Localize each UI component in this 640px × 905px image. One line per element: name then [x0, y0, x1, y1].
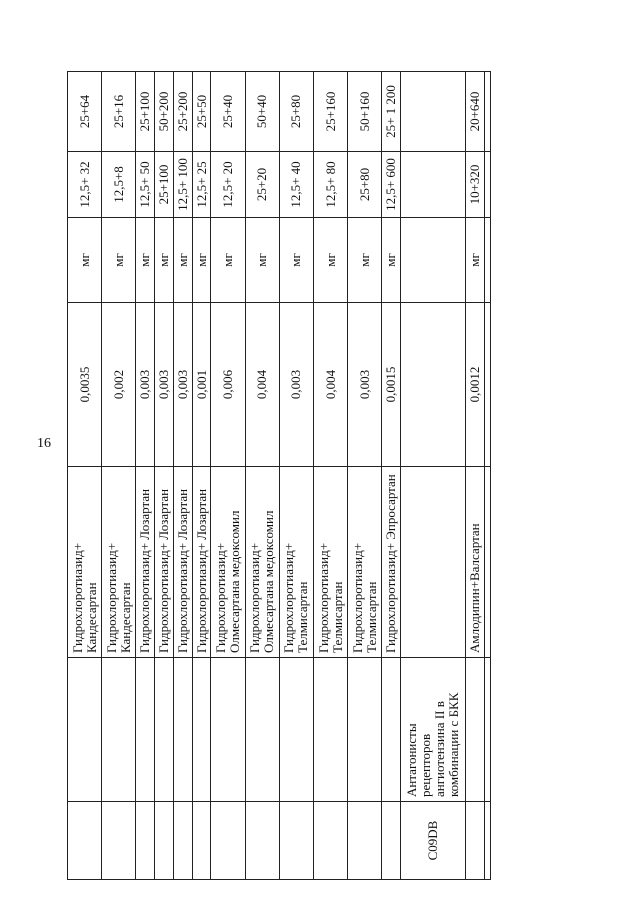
dose2-cell: 25+ 1 200 — [382, 72, 401, 152]
group-name-cell — [173, 658, 192, 802]
empty-cell — [401, 72, 466, 152]
group-code-cell — [279, 802, 313, 880]
group-name-cell — [245, 658, 279, 802]
substance-cell: Гидрохлоротиазид+ Лозартан — [192, 467, 211, 658]
dose1-cell: 12,5+ 100 — [173, 152, 192, 218]
group-code-cell — [192, 802, 211, 880]
group-name-cell — [192, 658, 211, 802]
value-cell: 0,003 — [279, 303, 313, 467]
group-code-cell — [313, 802, 347, 880]
dose2-cell: 25+80 — [279, 72, 313, 152]
unit-cell: мг — [68, 218, 102, 303]
group-name: Антагонисты рецепторов ангиотензина II в комбинации с БКК — [401, 658, 466, 802]
empty-cell — [485, 658, 491, 802]
unit-cell: мг — [466, 218, 485, 303]
unit-cell: мг — [348, 218, 382, 303]
dose1-cell: 12,5+8 — [102, 152, 136, 218]
dose2-cell: 20+640 — [466, 72, 485, 152]
table-row — [245, 72, 279, 880]
group-code-cell — [382, 802, 401, 880]
group-name-cell — [68, 658, 102, 802]
empty-cell — [485, 303, 491, 467]
group-code-cell — [245, 802, 279, 880]
empty-cell — [485, 152, 491, 218]
substance-cell: Гидрохлоротиазид+ Эпросартан — [382, 467, 401, 658]
substance-cell: Гидрохлоротиазид+ Телмисартан — [279, 467, 313, 658]
table-row — [466, 72, 485, 880]
empty-cell — [485, 218, 491, 303]
unit-cell: мг — [313, 218, 347, 303]
empty-cell — [401, 303, 466, 467]
value-cell: 0,0015 — [382, 303, 401, 467]
unit-cell: мг — [173, 218, 192, 303]
group-name-cell — [279, 658, 313, 802]
empty-cell — [401, 218, 466, 303]
table-row — [313, 72, 347, 880]
table-row — [348, 72, 382, 880]
unit-cell: мг — [102, 218, 136, 303]
dose2-cell: 25+64 — [68, 72, 102, 152]
dose1-cell: 12,5+ 50 — [136, 152, 155, 218]
table-row — [211, 72, 245, 880]
dose1-cell: 12,5+ 80 — [313, 152, 347, 218]
dose2-cell: 25+100 — [136, 72, 155, 152]
table-row — [192, 72, 211, 880]
group-code-cell — [136, 802, 155, 880]
dose1-cell: 25+80 — [348, 152, 382, 218]
group-name-cell — [136, 658, 155, 802]
table-row — [155, 72, 174, 880]
substance-cell: Гидрохлоротиазид+ Кандесартан — [102, 467, 136, 658]
group-code-cell — [102, 802, 136, 880]
group-name-cell — [102, 658, 136, 802]
value-cell: 0,006 — [211, 303, 245, 467]
dose1-cell: 12,5+ 32 — [68, 152, 102, 218]
substance-cell: Гидрохлоротиазид+ Телмисартан — [313, 467, 347, 658]
dose1-cell: 12,5+ 600 — [382, 152, 401, 218]
value-cell: 0,003 — [173, 303, 192, 467]
unit-cell: мг — [155, 218, 174, 303]
unit-cell: мг — [192, 218, 211, 303]
value-cell: 0,002 — [102, 303, 136, 467]
drug-dosage-table — [67, 71, 491, 880]
group-code-cell — [348, 802, 382, 880]
table-row — [68, 72, 102, 880]
dose1-cell: 12,5+ 20 — [211, 152, 245, 218]
empty-cell — [485, 72, 491, 152]
dose1-cell: 25+100 — [155, 152, 174, 218]
group-code-cell — [155, 802, 174, 880]
substance-cell: Гидрохлоротиазид+ Кандесартан — [68, 467, 102, 658]
table-row — [102, 72, 136, 880]
value-cell: 0,0035 — [68, 303, 102, 467]
dose2-cell: 25+160 — [313, 72, 347, 152]
empty-cell — [401, 152, 466, 218]
dose2-cell: 25+200 — [173, 72, 192, 152]
dose1-cell: 12,5+ 25 — [192, 152, 211, 218]
group-name-cell — [155, 658, 174, 802]
page-number: 16 — [37, 436, 51, 451]
unit-cell: мг — [382, 218, 401, 303]
unit-cell: мг — [279, 218, 313, 303]
group-code-cell — [173, 802, 192, 880]
dose2-cell: 25+50 — [192, 72, 211, 152]
empty-cell — [401, 467, 466, 658]
substance-cell: Гидрохлоротиазид+ Лозартан — [173, 467, 192, 658]
table-row — [136, 72, 155, 880]
group-code-cell — [211, 802, 245, 880]
unit-cell: мг — [136, 218, 155, 303]
substance-cell: Гидрохлоротиазид+ Лозартан — [136, 467, 155, 658]
table-row — [279, 72, 313, 880]
table-row — [485, 72, 491, 880]
group-code-cell — [68, 802, 102, 880]
substance-cell: Гидрохлоротиазид+ Лозартан — [155, 467, 174, 658]
dose1-cell: 12,5+ 40 — [279, 152, 313, 218]
value-cell: 0,003 — [155, 303, 174, 467]
dose2-cell: 50+160 — [348, 72, 382, 152]
substance-cell: Амлодипин+Валсартан — [466, 467, 485, 658]
dose1-cell: 25+20 — [245, 152, 279, 218]
substance-cell: Гидрохлоротиазид+ Олмесартана медоксомил — [211, 467, 245, 658]
dose2-cell: 25+40 — [211, 72, 245, 152]
unit-cell: мг — [211, 218, 245, 303]
value-cell: 0,004 — [313, 303, 347, 467]
empty-cell — [485, 802, 491, 880]
value-cell: 0,0012 — [466, 303, 485, 467]
value-cell: 0,003 — [348, 303, 382, 467]
substance-cell: Гидрохлоротиазид+ Олмесартана медоксомил — [245, 467, 279, 658]
value-cell: 0,004 — [245, 303, 279, 467]
group-name-cell — [466, 658, 485, 802]
group-header-row — [401, 72, 466, 880]
dose2-cell: 25+16 — [102, 72, 136, 152]
table-row — [173, 72, 192, 880]
group-code: C09DB — [401, 802, 466, 880]
substance-cell: Гидрохлоротиазид+ Телмисартан — [348, 467, 382, 658]
dose1-cell: 10+320 — [466, 152, 485, 218]
group-code-cell — [466, 802, 485, 880]
value-cell: 0,001 — [192, 303, 211, 467]
value-cell: 0,003 — [136, 303, 155, 467]
dose2-cell: 50+200 — [155, 72, 174, 152]
dose2-cell: 50+40 — [245, 72, 279, 152]
unit-cell: мг — [245, 218, 279, 303]
group-name-cell — [211, 658, 245, 802]
empty-cell — [485, 467, 491, 658]
group-name-cell — [313, 658, 347, 802]
rotated-table-container — [67, 72, 491, 880]
group-name-cell — [348, 658, 382, 802]
group-name-cell — [382, 658, 401, 802]
table-row — [382, 72, 401, 880]
